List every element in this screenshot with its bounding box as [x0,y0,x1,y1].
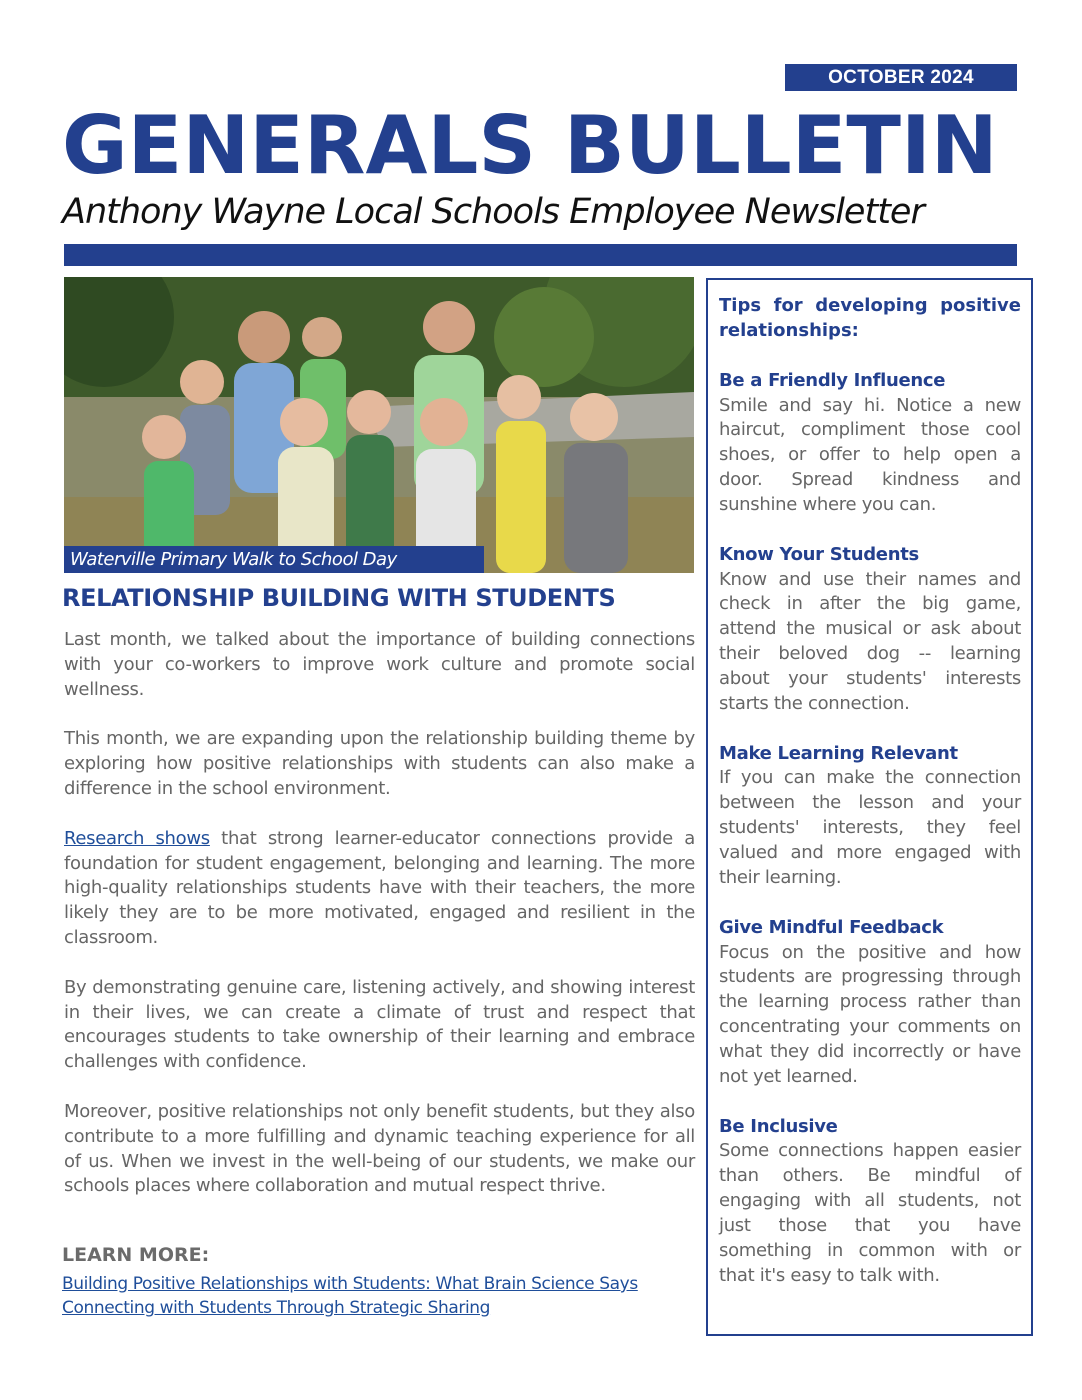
article-headline: RELATIONSHIP BUILDING WITH STUDENTS [62,584,616,612]
tip-item [719,1115,1021,1289]
issue-date-badge: OCTOBER 2024 [785,64,1017,91]
tip-item [719,543,1021,717]
article-paragraph: By demonstrating genuine care, listening actively, and showing interest in their lives, we can create a climate of trust and respect that encourages students to take ownership of their learning and embrace challenges with confidence. [64,976,695,1073]
newsletter-subtitle: Anthony Wayne Local Schools Employee Newsletter [62,192,924,232]
learn-more-link-brain-science[interactable]: Building Positive Relationships with Students: What Brain Science Says [62,1274,638,1294]
tip-title: Be Inclusive [719,1115,838,1137]
featured-photo [64,277,694,573]
tip-text: Know and use their names and check in after the big game, attend the musical or ask about their beloved dog -- learning about your students' interests starts the connection. [719,568,1021,715]
newsletter-title: GENERALS BULLETIN [62,99,998,192]
article-paragraph [64,827,695,951]
tip-item [719,742,1021,891]
article-paragraph: This month, we are expanding upon the relationship building theme by exploring how positive relationships with students can also make a difference in the school environment. [64,728,695,799]
tip-text: If you can make the connection between the lesson and your students' interests, they feel valued and more engaged with their learning. [719,767,1021,889]
tip-item [719,916,1021,1090]
header-divider [64,244,1017,266]
tip-text: Focus on the positive and how students are progressing through the learning process rather than concentrating your comments on what they did incorrectly or have not yet learned. [719,941,1021,1088]
article-paragraph: Last month, we talked about the importance of building connections with your co-workers to improve work culture and promote social wellness. [64,629,695,700]
tip-item [719,369,1021,518]
group-photo-illustration [64,277,694,573]
tip-title: Give Mindful Feedback [719,917,944,938]
learn-more-links [62,1272,702,1320]
tip-title: Be a Friendly Influence [719,370,946,391]
tip-text: Some connections happen easier than others. Be mindful of engaging with all students, not just those that you have something in common with or that it's easy to talk with. [719,1140,1021,1286]
article-paragraph-text: that strong learner-educator connections provide a foundation for student engagement, belonging and learning. The more high-quality relationships students have with their teachers, the more likely they are to be more motivated, engaged and resilient in the classroom. [64,827,695,948]
tip-title: Make Learning Relevant [719,742,958,764]
tip-title: Know Your Students [719,544,919,566]
tips-heading: Tips for developing positive relationships: [719,295,1021,341]
research-shows-link[interactable]: Research shows [64,827,210,849]
article-paragraph: Moreover, positive relationships not only benefit students, but they also contribute to a more fulfilling and dynamic teaching experience for all of us. When we invest in the well-being of our students, we make our schools places where collaboration and mutual respect thrive. [64,1100,695,1197]
article-body [64,628,695,1224]
photo-caption: Waterville Primary Walk to School Day [64,546,484,573]
tips-sidebar [706,278,1033,1336]
learn-more-link-strategic-sharing[interactable]: Connecting with Students Through Strategic Sharing [62,1298,491,1318]
tip-text: Smile and say hi. Notice a new haircut, compliment those cool shoes, or offer to help open a door. Spread kindness and sunshine where you can. [719,394,1021,516]
learn-more-heading: LEARN MORE: [62,1244,210,1266]
